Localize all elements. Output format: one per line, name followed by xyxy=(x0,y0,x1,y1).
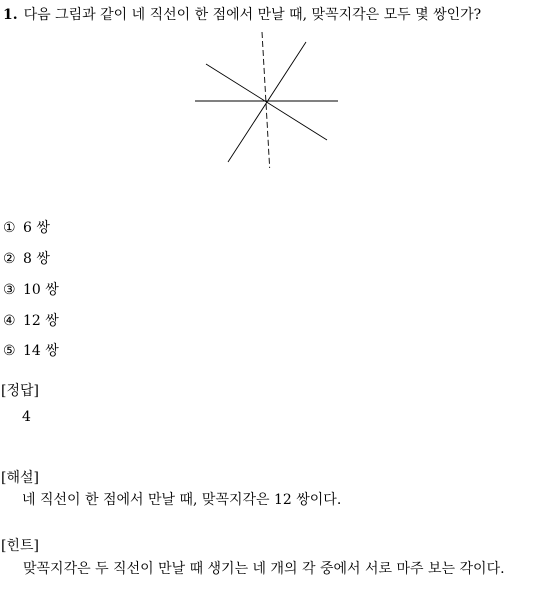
choice-3[interactable] xyxy=(3,281,59,299)
choice-5-text: 14 쌍 xyxy=(23,343,59,359)
choice-2-text: 8 쌍 xyxy=(23,251,50,267)
shallow-diagonal-line xyxy=(206,64,327,140)
question xyxy=(3,6,533,24)
choice-5[interactable] xyxy=(3,342,59,360)
explanation-label: [해설] xyxy=(1,470,39,486)
answer-value: 4 xyxy=(22,409,31,425)
choice-4-text: 12 쌍 xyxy=(23,313,59,329)
question-text: 다음 그림과 같이 네 직선이 한 점에서 만날 때, 맞꼭지각은 모두 몇 쌍인가? xyxy=(23,7,482,23)
four-lines-figure xyxy=(190,26,350,168)
explanation-text: 네 직선이 한 점에서 만날 때, 맞꼭지각은 12 쌍이다. xyxy=(22,492,342,508)
question-number: 1. xyxy=(3,7,18,23)
hint-label: [힌트] xyxy=(1,538,39,554)
choice-4[interactable] xyxy=(3,312,59,330)
choice-1-text: 6 쌍 xyxy=(23,220,50,236)
choice-1-marker: ① xyxy=(3,220,16,236)
choice-5-marker: ⑤ xyxy=(3,343,16,359)
choice-3-text: 10 쌍 xyxy=(23,282,59,298)
choice-4-marker: ④ xyxy=(3,313,16,329)
choice-1[interactable] xyxy=(3,219,50,237)
choice-2-marker: ② xyxy=(3,251,16,267)
choice-3-marker: ③ xyxy=(3,282,16,298)
hint-text: 맞꼭지각은 두 직선이 만날 때 생기는 네 개의 각 중에서 서로 마주 보는 각이다. xyxy=(23,561,505,577)
choice-2[interactable] xyxy=(3,250,50,268)
answer-label: [정답] xyxy=(1,383,39,399)
